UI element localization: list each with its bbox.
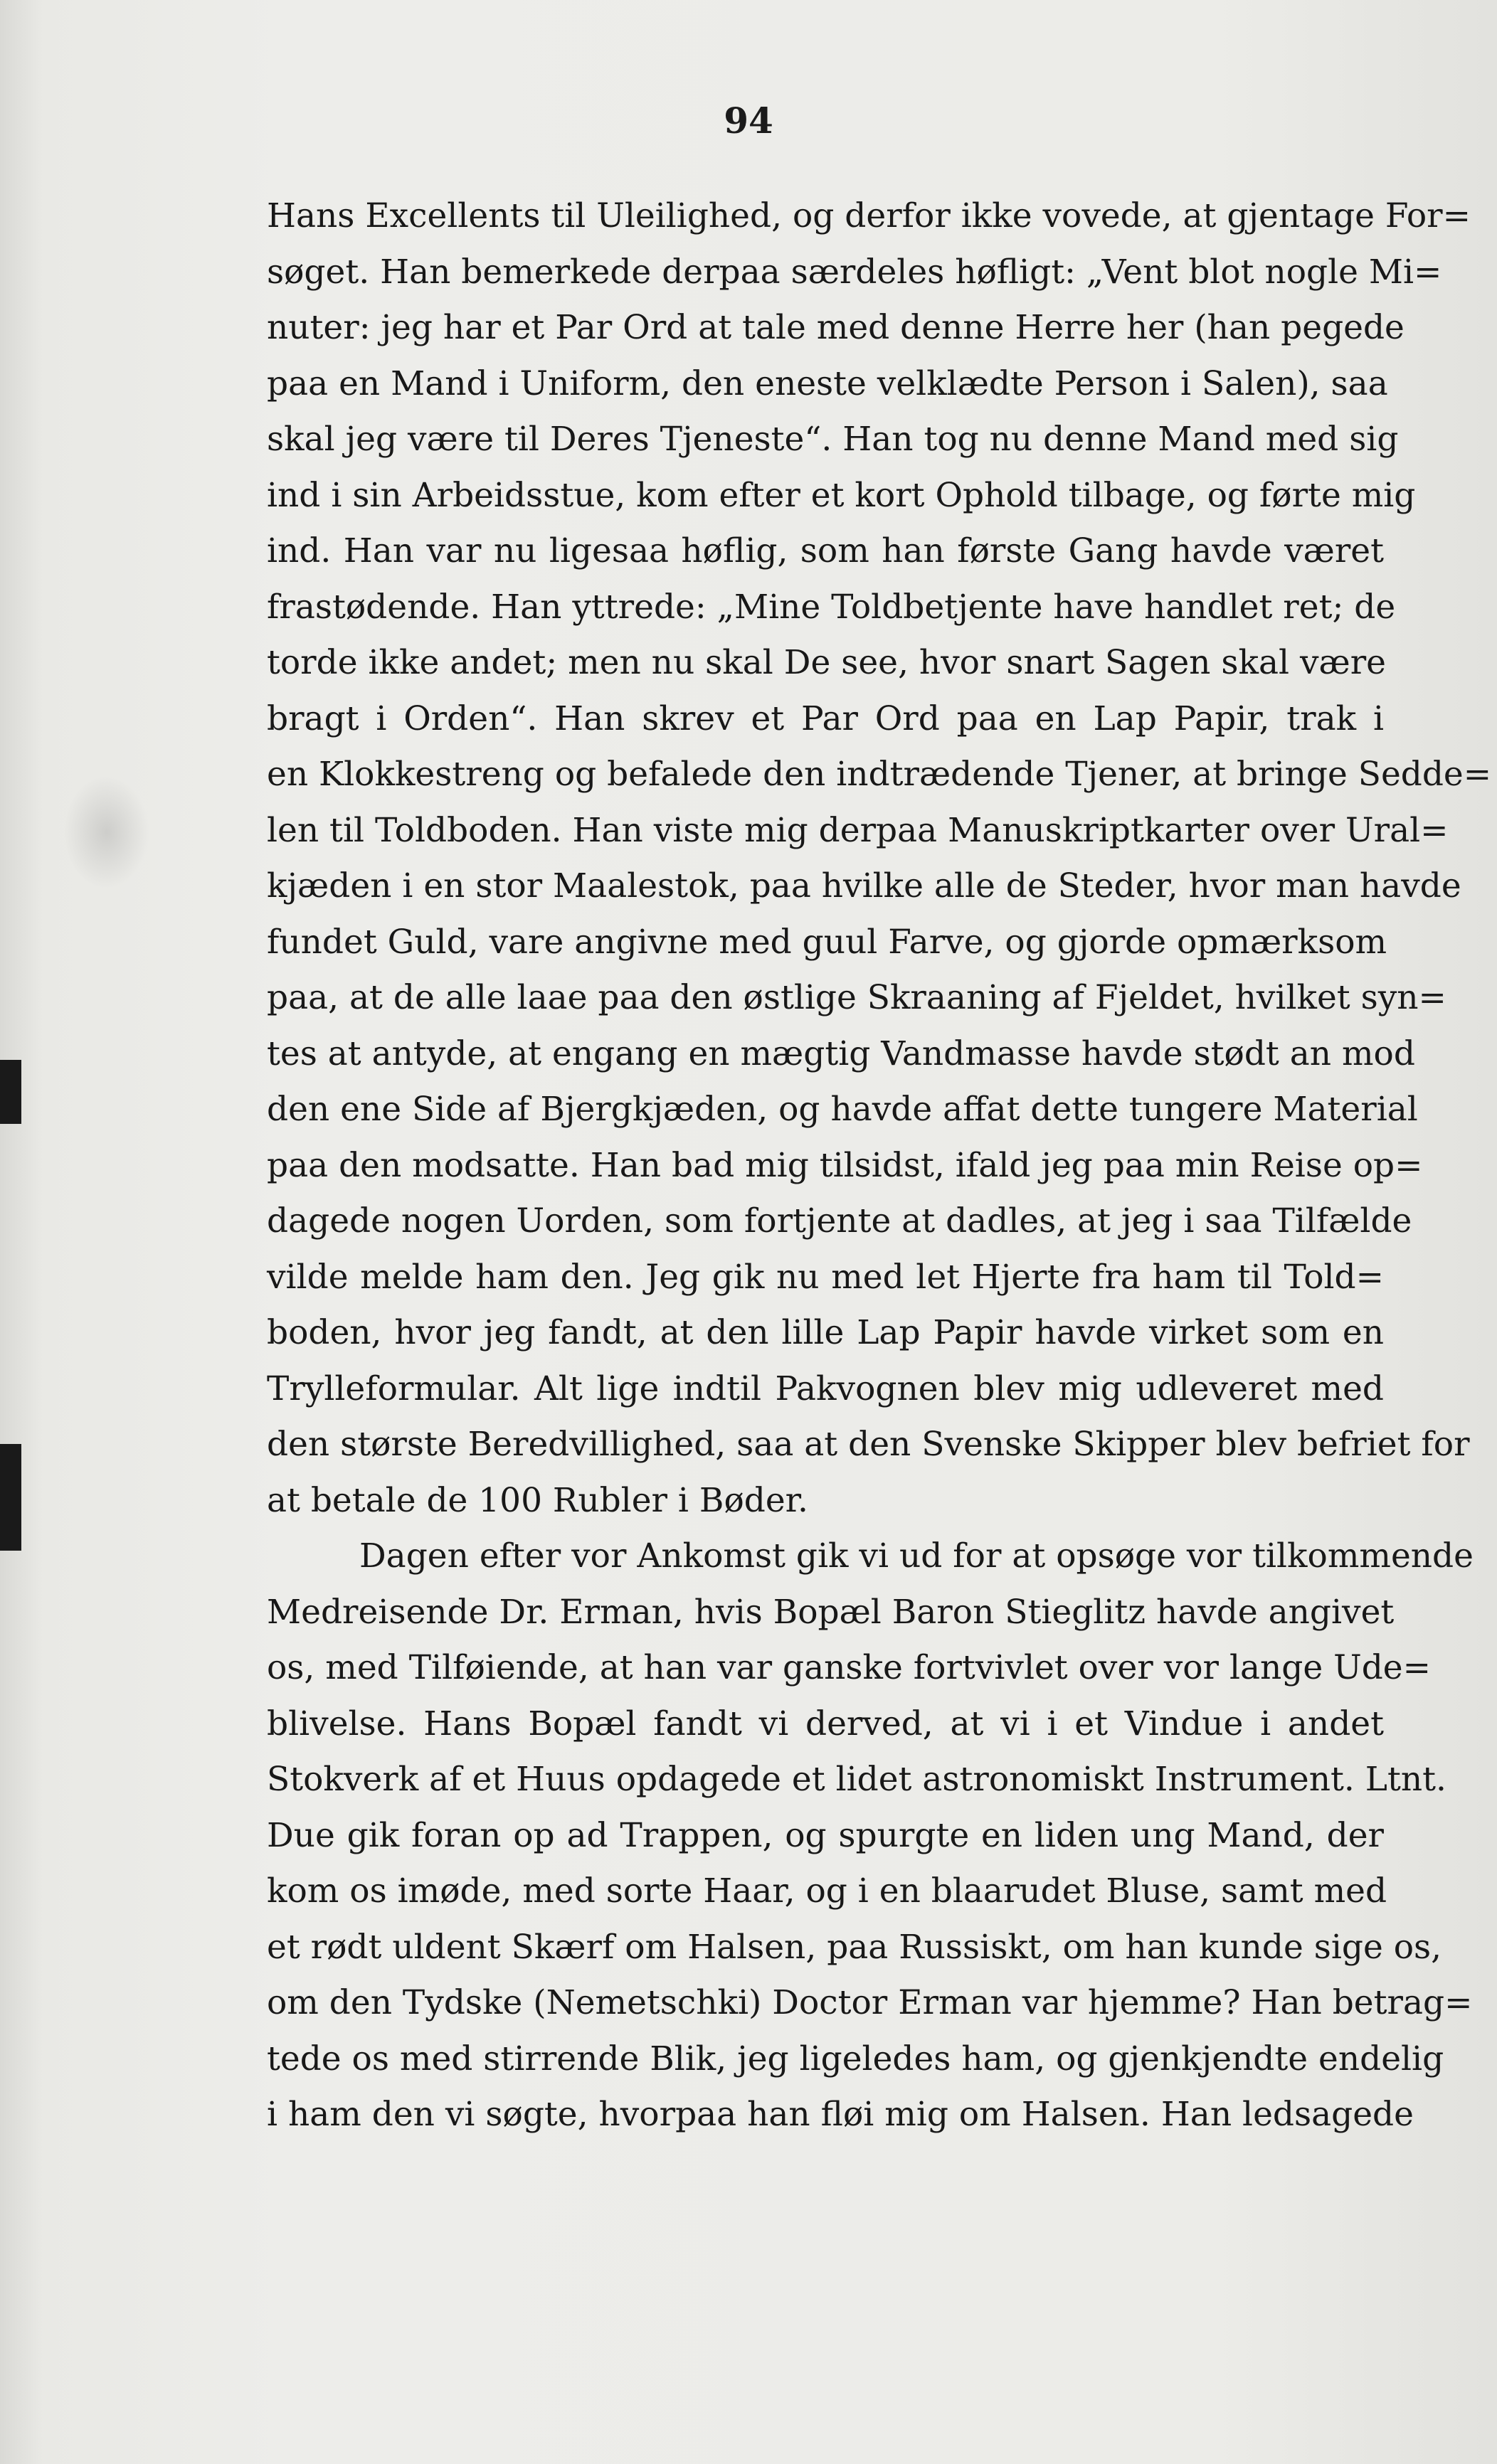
text-line: vilde melde ham den. Jeg gik nu med let Hjerte fra ham til Told= (267, 1257, 1384, 1297)
text-line: paa den modsatte. Han bad mig tilsidst, ifald jeg paa min Reise op= (267, 1145, 1423, 1185)
text-line: om den Tydske (Nemetschki) Doctor Erman var hjemme? Han betrag= (267, 1983, 1473, 2022)
text-line: Hans Excellents til Uleilighed, og derfor ikke vovede, at gjentage For= (267, 196, 1471, 235)
text-line: kjæden i en stor Maalestok, paa hvilke alle de Steder, hvor man havde (267, 866, 1461, 906)
text-line: skal jeg være til Deres Tjeneste“. Han tog nu denne Mand med sig (267, 420, 1399, 459)
text-line: bragt i Orden“. Han skrev et Par Ord paa en Lap Papir, trak i (267, 699, 1384, 738)
text-line: Due gik foran op ad Trappen, og spurgte en liden ung Mand, der (267, 1815, 1384, 1855)
text-line: den ene Side af Bjergkjæden, og havde affat dette tungere Material (267, 1090, 1418, 1129)
text-line: søget. Han bemerkede derpaa særdeles høfligt: „Vent blot nogle Mi= (267, 252, 1442, 292)
text-line: dagede nogen Uorden, som fortjente at dadles, at jeg i saa Tilfælde (267, 1201, 1412, 1241)
left-edge-mark-upper (0, 1060, 21, 1124)
text-line: boden, hvor jeg fandt, at den lille Lap Papir havde virket som en (267, 1313, 1384, 1352)
paragraph-1 (267, 188, 1492, 1529)
text-line: os, med Tilføiende, at han var ganske fortvivlet over vor lange Ude= (267, 1648, 1432, 1687)
text-line: nuter: jeg har et Par Ord at tale med denne Herre her (han pegede (267, 308, 1405, 347)
text-line: ind. Han var nu ligesaa høflig, som han første Gang havde været (267, 531, 1384, 570)
text-line: Trylleformular. Alt lige indtil Pakvognen blev mig udleveret med (267, 1369, 1384, 1408)
left-edge-mark-lower (0, 1444, 21, 1551)
text-line: tede os med stirrende Blik, jeg ligeledes ham, og gjenkjendte endelig (267, 2039, 1444, 2078)
text-line: frastødende. Han yttrede: „Mine Toldbetjente have handlet ret; de (267, 587, 1396, 627)
text-line: fundet Guld, vare angivne med guul Farve, og gjorde opmærksom (267, 922, 1387, 962)
body-text (267, 188, 1492, 2143)
text-line: blivelse. Hans Bopæl fandt vi derved, at vi i et Vindue i andet (267, 1704, 1384, 1743)
text-line: et rødt uldent Skærf om Halsen, paa Russiskt, om han kunde sige os, (267, 1927, 1442, 1967)
text-line: tes at antyde, at engang en mægtig Vandmasse havde stødt an mod (267, 1034, 1415, 1073)
text-line: paa, at de alle laae paa den østlige Skraaning af Fjeldet, hvilket syn= (267, 978, 1446, 1017)
text-line: Medreisende Dr. Erman, hvis Bopæl Baron Stieglitz havde angivet (267, 1592, 1395, 1632)
text-line: torde ikke andet; men nu skal De see, hvor snart Sagen skal være (267, 643, 1386, 682)
page-number: 94 (724, 100, 773, 142)
text-line: Stokverk af et Huus opdagede et lidet astronomiskt Instrument. Ltnt. (267, 1760, 1446, 1799)
paper-stain (64, 775, 149, 889)
text-line: en Klokkestreng og befalede den indtrædende Tjener, at bringe Sedde= (267, 755, 1492, 794)
text-line: ind i sin Arbeidsstue, kom efter et kort Ophold tilbage, og førte mig (267, 475, 1416, 515)
text-line: len til Toldboden. Han viste mig derpaa Manuskriptkarter over Ural= (267, 810, 1449, 850)
text-line: kom os imøde, med sorte Haar, og i en blaarudet Bluse, samt med (267, 1871, 1387, 1911)
text-line: paa en Mand i Uniform, den eneste velklædte Person i Salen), saa (267, 363, 1388, 403)
text-line: Dagen efter vor Ankomst gik vi ud for at opsøge vor tilkommende (359, 1536, 1474, 1576)
text-line: at betale de 100 Rubler i Bøder. (267, 1480, 808, 1520)
text-line: den største Beredvillighed, saa at den Svenske Skipper blev befriet for (267, 1425, 1470, 1464)
text-line: i ham den vi søgte, hvorpaa han fløi mig om Halsen. Han ledsagede (267, 2095, 1414, 2134)
paragraph-2 (267, 1529, 1474, 2143)
